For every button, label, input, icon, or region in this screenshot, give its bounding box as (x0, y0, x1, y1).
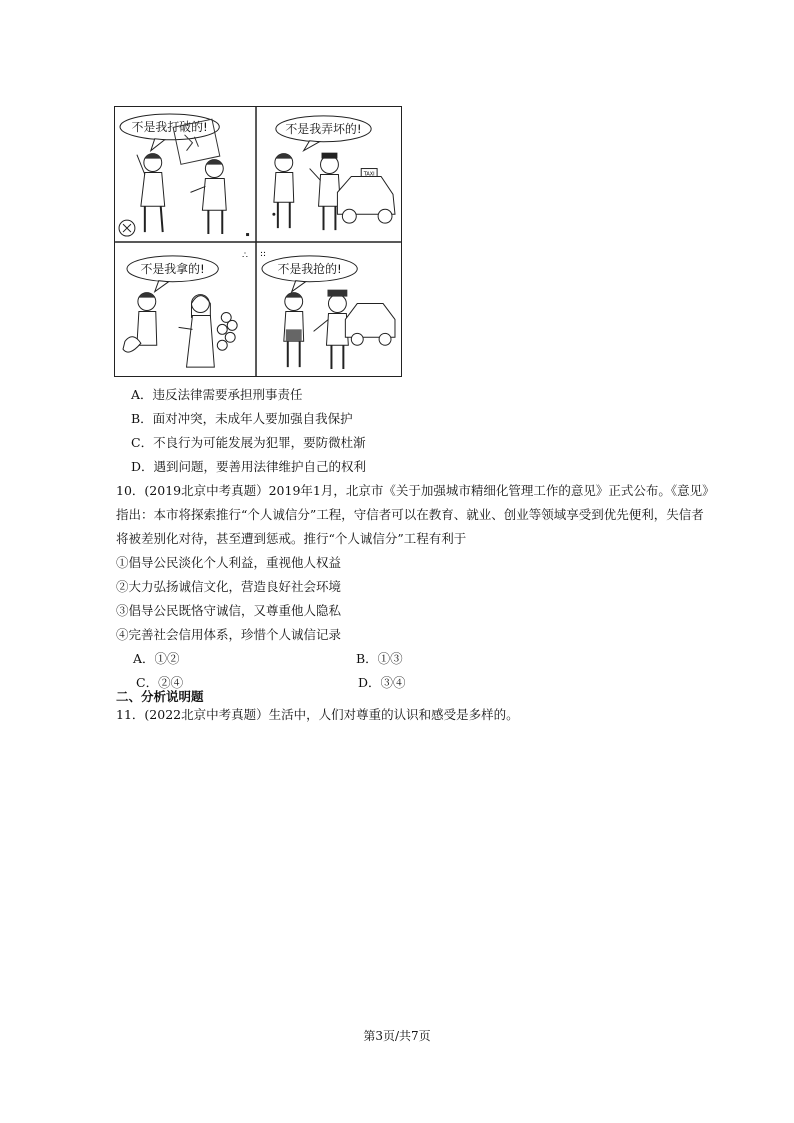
panel-4-dots: :: (259, 248, 267, 259)
panel-1-speech: 不是我打破的! (131, 119, 208, 134)
taxi-sign: TAXI (363, 171, 375, 178)
q10-choice-b: B．①③ (356, 651, 403, 666)
panel-4-speech: 不是我抢的! (277, 261, 342, 276)
q10-choice-a: A．①② (133, 651, 180, 666)
q9-option-a: A．违反法律需要承担刑事责任 (131, 387, 303, 402)
q10-statement-4: ④完善社会信用体系，珍惜个人诚信记录 (116, 627, 342, 642)
q10-stem-line-1: 10．(2019北京中考真题）2019年1月，北京市《关于加强城市精细化管理工作的意见》正式公布。《意见》 (116, 483, 715, 498)
panel-2 (272, 116, 395, 230)
section-2-title: 二、分析说明题 (116, 689, 204, 704)
panel-2-speech: 不是我弄坏的! (285, 121, 362, 136)
panel-1 (119, 114, 249, 236)
comic-illustration (115, 107, 401, 376)
q10-choice-d: D．③④ (358, 675, 406, 690)
q10-stem-line-2: 指出：本市将探索推行“个人诚信分”工程，守信者可以在教育、就业、创业等领域享受到优先便利，失信者 (116, 507, 704, 522)
panel-3-speech: 不是我拿的! (140, 261, 205, 276)
q10-choice-c: C．②④ (136, 675, 184, 690)
q10-statement-2: ②大力弘扬诚信文化，营造良好社会环境 (116, 579, 342, 594)
q11-stem: 11．(2022北京中考真题）生活中，人们对尊重的认识和感受是多样的。 (116, 707, 519, 722)
q10-stem-line-3: 将被差别化对待，甚至遭到惩戒。推行“个人诚信分”工程有利于 (116, 531, 467, 546)
q10-statement-1: ①倡导公民淡化个人利益，重视他人权益 (116, 555, 342, 570)
comic-strip (114, 106, 402, 377)
panel-3-dots: ∴ (242, 250, 248, 261)
panel-4 (260, 249, 395, 369)
q9-option-c: C．不良行为可能发展为犯罪，要防微杜渐 (131, 435, 366, 450)
q9-option-b: B．面对冲突，未成年人要加强自我保护 (131, 411, 353, 426)
panel-3 (123, 251, 248, 367)
q9-option-d: D．遇到问题，要善用法律维护自己的权利 (131, 459, 367, 474)
q10-statement-3: ③倡导公民既恪守诚信，又尊重他人隐私 (116, 603, 342, 618)
page-footer: 第3页/共7页 (363, 1029, 431, 1043)
